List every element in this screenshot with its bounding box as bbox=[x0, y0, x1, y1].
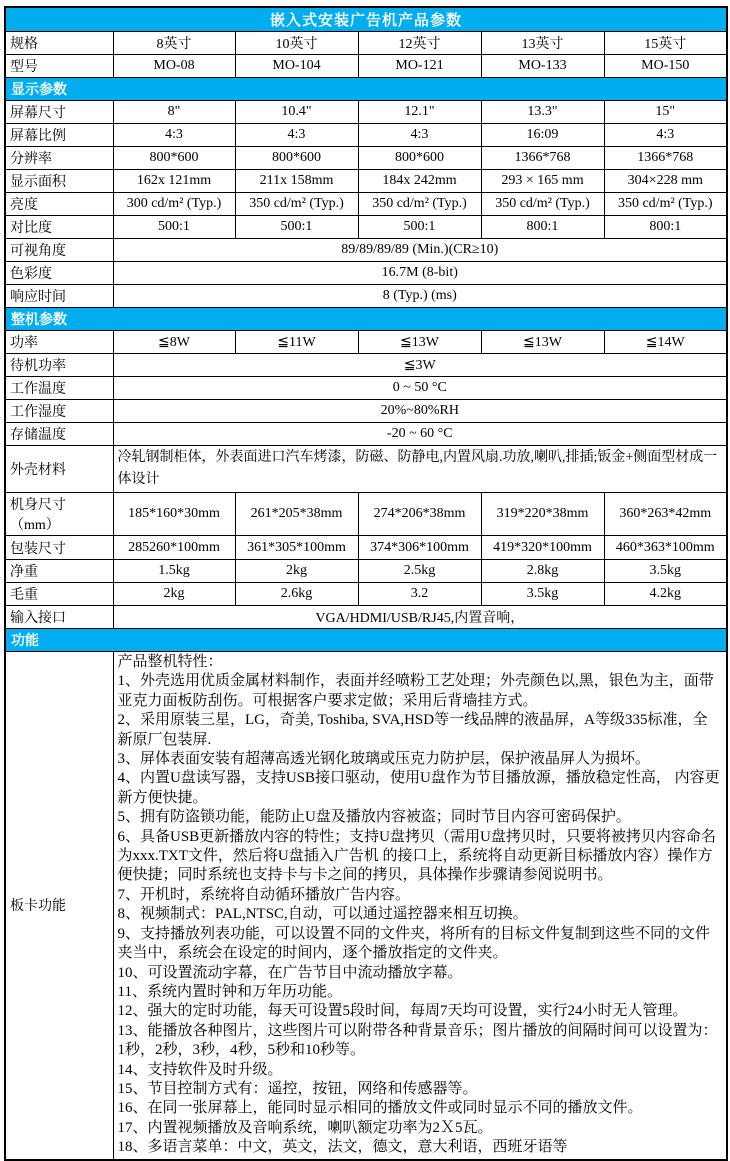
spec-value: 285260*100mm bbox=[113, 536, 235, 560]
feature-line: 13、能播放各种图片，这些图片可以附带各种背景音乐；图片播放的间隔时间可以设置为：1秒，2秒，3秒，4秒，5秒和10秒等。 bbox=[117, 1022, 718, 1059]
spec-value: 319*220*38mm bbox=[481, 493, 604, 536]
spec-value-span: 89/89/89/89 (Min.)(CR≥10) bbox=[113, 239, 727, 262]
spec-table-body bbox=[5, 7, 727, 1160]
table-row bbox=[5, 560, 727, 583]
spec-value: 2kg bbox=[113, 583, 235, 606]
row-label: 存储温度 bbox=[5, 423, 113, 446]
table-row bbox=[5, 239, 727, 262]
table-row bbox=[5, 170, 727, 193]
spec-value: 1366*768 bbox=[481, 147, 604, 170]
table-row bbox=[5, 606, 727, 629]
spec-value: 300 cd/m² (Typ.) bbox=[113, 193, 235, 216]
table-row bbox=[5, 493, 727, 536]
spec-value: 374*306*100mm bbox=[358, 536, 481, 560]
feature-line: 3、屏体表面安装有超薄高透光钢化玻璃或压克力防护层，保护液晶屏人为损坏。 bbox=[117, 751, 651, 768]
spec-value: 4:3 bbox=[235, 124, 358, 147]
row-label: 工作温度 bbox=[5, 377, 113, 400]
row-label: 功率 bbox=[5, 331, 113, 354]
table-row bbox=[5, 354, 727, 377]
table-title: 嵌入式安装广告机产品参数 bbox=[5, 7, 727, 32]
feature-line: 6、具备USB更新播放内容的特性；支持U盘拷贝（需用U盘拷贝时，只要将被拷贝内容命名为xxx.TXT文件，然后将U盘插入广告机 的接口上，系统将自动更新目标播放内容）操作方便快捷；同时系统也支持卡与卡之间的拷贝，具体操作步骤请参阅说明书。 bbox=[117, 828, 716, 884]
spec-table bbox=[4, 6, 728, 1161]
row-label: 色彩度 bbox=[5, 262, 113, 285]
table-row bbox=[5, 423, 727, 446]
spec-value: 460*363*100mm bbox=[604, 536, 727, 560]
spec-value: 8" bbox=[113, 101, 235, 124]
spec-value: MO-104 bbox=[235, 55, 358, 78]
feature-line: 8、视频制式：PAL,NTSC,自动，可以通过遥控器来相互切换。 bbox=[117, 906, 528, 923]
table-row bbox=[5, 78, 727, 101]
spec-value: 800*600 bbox=[113, 147, 235, 170]
spec-value: 12英寸 bbox=[358, 32, 481, 55]
spec-value: 500:1 bbox=[113, 216, 235, 239]
table-row bbox=[5, 629, 727, 652]
spec-value: 13.3" bbox=[481, 101, 604, 124]
table-row bbox=[5, 583, 727, 606]
spec-value: 800*600 bbox=[235, 147, 358, 170]
spec-value: 1.5kg bbox=[113, 560, 235, 583]
spec-value: 10英寸 bbox=[235, 32, 358, 55]
feature-line: 5、拥有防盗锁功能，能防止U盘及播放内容被盗；同时节目内容可密码保护。 bbox=[117, 809, 631, 826]
section-header: 整机参数 bbox=[5, 308, 727, 331]
spec-value: 261*205*38mm bbox=[235, 493, 358, 536]
row-label: 屏幕尺寸 bbox=[5, 101, 113, 124]
table-row bbox=[5, 32, 727, 55]
feature-line: 16、在同一张屏幕上，能同时显示相同的播放文件或同时显示不同的播放文件。 bbox=[117, 1100, 643, 1117]
table-row bbox=[5, 446, 727, 493]
spec-value: 800:1 bbox=[604, 216, 727, 239]
spec-value: MO-121 bbox=[358, 55, 481, 78]
spec-value: 500:1 bbox=[235, 216, 358, 239]
spec-value: 15" bbox=[604, 101, 727, 124]
row-label: 工作湿度 bbox=[5, 400, 113, 423]
spec-value: ≦11W bbox=[235, 331, 358, 354]
spec-value-span: 8 (Typ.) (ms) bbox=[113, 285, 727, 308]
section-header: 显示参数 bbox=[5, 78, 727, 101]
spec-value: 360*263*42mm bbox=[604, 493, 727, 536]
spec-value: 4:3 bbox=[604, 124, 727, 147]
row-label: 型号 bbox=[5, 55, 113, 78]
spec-value: ≦8W bbox=[113, 331, 235, 354]
feature-line: 12、强大的定时功能，每天可设置5段时间，每周7天均可设置，实行24小时无人管理。 bbox=[117, 1003, 688, 1020]
spec-value-span: ≦3W bbox=[113, 354, 727, 377]
row-label: 输入接口 bbox=[5, 606, 113, 629]
table-row bbox=[5, 308, 727, 331]
row-label: 屏幕比例 bbox=[5, 124, 113, 147]
table-row bbox=[5, 147, 727, 170]
spec-value: 2.6kg bbox=[235, 583, 358, 606]
table-row bbox=[5, 193, 727, 216]
spec-value: 1366*768 bbox=[604, 147, 727, 170]
feature-line: 1、外壳选用优质金属材料制作，表面并经喷粉工艺处理；外壳颜色以,黑，银色为主，面带亚克力面板防刮伤。可根据客户要求定做；采用后背墙挂方式。 bbox=[117, 673, 714, 709]
table-row bbox=[5, 400, 727, 423]
spec-value: 10.4" bbox=[235, 101, 358, 124]
spec-value: 350 cd/m² (Typ.) bbox=[481, 193, 604, 216]
spec-value: 419*320*100mm bbox=[481, 536, 604, 560]
spec-value: 3.5kg bbox=[481, 583, 604, 606]
spec-value: ≦13W bbox=[358, 331, 481, 354]
row-label: 响应时间 bbox=[5, 285, 113, 308]
feature-line: 10、可设置流动字幕，在广告节目中流动播放字幕。 bbox=[117, 964, 463, 981]
feature-line: 9、支持播放列表功能，可以设置不同的文件夹，将所有的目标文件复制到这些不同的文件夹当中，系统会在设定的时间内，逐个播放指定的文件夹。 bbox=[117, 925, 711, 962]
row-label: 规格 bbox=[5, 32, 113, 55]
spec-value-span: 0 ~ 50 °C bbox=[113, 377, 727, 400]
spec-value: 350 cd/m² (Typ.) bbox=[358, 193, 481, 216]
feature-line: 产品整机特性： bbox=[117, 654, 223, 670]
feature-line: 15、节目控制方式有：遥控，按钮，网络和传感器等。 bbox=[117, 1080, 478, 1097]
section-header: 功能 bbox=[5, 629, 727, 652]
features-list bbox=[113, 652, 727, 1160]
row-label: 显示面积 bbox=[5, 170, 113, 193]
table-row bbox=[5, 285, 727, 308]
spec-value: 184x 242mm bbox=[358, 170, 481, 193]
feature-line: 17、内置视频播放及音响系统，喇叭额定功率为2Ｘ5瓦。 bbox=[117, 1119, 493, 1136]
spec-value: 350 cd/m² (Typ.) bbox=[604, 193, 727, 216]
spec-value: 16:09 bbox=[481, 124, 604, 147]
table-row bbox=[5, 536, 727, 560]
spec-value: 361*305*100mm bbox=[235, 536, 358, 560]
row-label: 净重 bbox=[5, 560, 113, 583]
spec-value: 2.8kg bbox=[481, 560, 604, 583]
spec-value-span: 20%~80%RH bbox=[113, 400, 727, 423]
row-label: 板卡功能 bbox=[5, 652, 113, 1160]
spec-value: 15英寸 bbox=[604, 32, 727, 55]
table-row bbox=[5, 331, 727, 354]
spec-value-span: 冷轧钢制柜体，外表面进口汽车烤漆，防磁、防静电,内置风扇.功放,喇叭,排插;钣金+侧面型材成一体设计 bbox=[113, 446, 727, 493]
row-label: 分辨率 bbox=[5, 147, 113, 170]
row-label: 机身尺寸（mm） bbox=[5, 493, 113, 536]
spec-value-span: VGA/HDMI/USB/RJ45,内置音响， bbox=[113, 606, 727, 629]
feature-line: 18、多语言菜单：中文，英文，法文，德文，意大利语，西班牙语等 bbox=[117, 1139, 568, 1156]
feature-line: 4、内置U盘读写器，支持USB接口驱动，使用U盘作为节目播放源，播放稳定性高， 内容更新方便快捷。 bbox=[117, 770, 720, 806]
spec-value: 3.2 bbox=[358, 583, 481, 606]
spec-value: 162x 121mm bbox=[113, 170, 235, 193]
spec-value: 185*160*30mm bbox=[113, 493, 235, 536]
table-row bbox=[5, 55, 727, 78]
spec-value: 274*206*38mm bbox=[358, 493, 481, 536]
spec-value: ≦13W bbox=[481, 331, 604, 354]
spec-value: 13英寸 bbox=[481, 32, 604, 55]
spec-value: 4:3 bbox=[113, 124, 235, 147]
table-row bbox=[5, 101, 727, 124]
feature-line: 11、系统内置时钟和万年历功能。 bbox=[117, 983, 342, 1000]
feature-line: 7、开机时，系统将自动循环播放广告内容。 bbox=[117, 886, 411, 903]
spec-value: 800*600 bbox=[358, 147, 481, 170]
row-label: 亮度 bbox=[5, 193, 113, 216]
table-row bbox=[5, 377, 727, 400]
spec-value: ≦14W bbox=[604, 331, 727, 354]
spec-value: 3.5kg bbox=[604, 560, 727, 583]
spec-value: MO-150 bbox=[604, 55, 727, 78]
row-label: 包装尺寸 bbox=[5, 536, 113, 560]
row-label: 可视角度 bbox=[5, 239, 113, 262]
spec-value: 500:1 bbox=[358, 216, 481, 239]
spec-value: 4:3 bbox=[358, 124, 481, 147]
spec-value: 350 cd/m² (Typ.) bbox=[235, 193, 358, 216]
feature-line: 14、支持软件及时升级。 bbox=[117, 1061, 283, 1078]
table-row bbox=[5, 216, 727, 239]
spec-value: 12.1" bbox=[358, 101, 481, 124]
spec-value: MO-08 bbox=[113, 55, 235, 78]
spec-value-span: 16.7M (8-bit) bbox=[113, 262, 727, 285]
table-row bbox=[5, 262, 727, 285]
spec-value: 211x 158mm bbox=[235, 170, 358, 193]
spec-value: 304×228 mm bbox=[604, 170, 727, 193]
spec-value: 800:1 bbox=[481, 216, 604, 239]
spec-value: 4.2kg bbox=[604, 583, 727, 606]
spec-value: MO-133 bbox=[481, 55, 604, 78]
feature-line: 2、采用原装三星，LG，奇美, Toshiba, SVA,HSD等一线品牌的液晶屏，A等级335标准，全新原厂包装屏. bbox=[117, 712, 708, 748]
spec-value: 8英寸 bbox=[113, 32, 235, 55]
row-label: 待机功率 bbox=[5, 354, 113, 377]
row-label: 外壳材料 bbox=[5, 446, 113, 493]
spec-value: 293 × 165 mm bbox=[481, 170, 604, 193]
spec-value: 2kg bbox=[235, 560, 358, 583]
spec-value-span: -20 ~ 60 °C bbox=[113, 423, 727, 446]
table-row bbox=[5, 652, 727, 1160]
spec-value: 2.5kg bbox=[358, 560, 481, 583]
row-label: 对比度 bbox=[5, 216, 113, 239]
table-row bbox=[5, 7, 727, 32]
row-label: 毛重 bbox=[5, 583, 113, 606]
table-row bbox=[5, 124, 727, 147]
